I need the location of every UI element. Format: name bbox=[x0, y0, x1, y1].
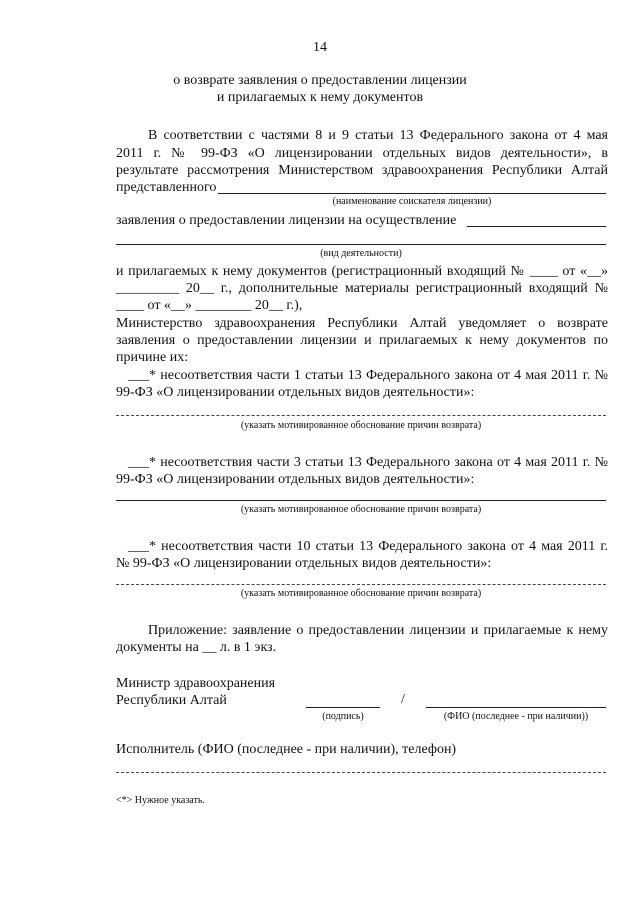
paragraph-1-line-1: В соответствии с частями 8 и 9 статьи 13 Федерального закона от 4 мая bbox=[148, 128, 608, 143]
caption-fio: (ФИО (последнее - при наличии)) bbox=[443, 711, 589, 722]
caption-reason-1: (указать мотивированное обоснование причин возврата) bbox=[240, 420, 482, 431]
reason-2-line-2: 99-ФЗ «О лицензировании отдельных видов деятельности»: bbox=[116, 472, 475, 487]
paragraph-2-line-1: заявления о предоставлении лицензии на осуществление bbox=[116, 213, 457, 228]
applicant-name-line bbox=[218, 193, 606, 194]
reason-2-line-1: ___* несоответствия части 3 статьи 13 Федерального закона от 4 мая 2011 г. № bbox=[128, 455, 608, 470]
reason-3-line bbox=[116, 584, 606, 585]
attachment-line-2: документы на __ л. в 1 экз. bbox=[116, 640, 277, 655]
title-line-2: и прилагаемых к нему документов bbox=[216, 90, 424, 105]
caption-reason-3: (указать мотивированное обоснование причин возврата) bbox=[240, 588, 482, 599]
page-number: 14 bbox=[313, 40, 327, 55]
paragraph-3-line-1: и прилагаемых к нему документов (регистрационный входящий № ____ от «__» bbox=[116, 264, 608, 279]
executor-line bbox=[116, 772, 606, 773]
signature-slash: / bbox=[401, 692, 405, 707]
paragraph-1-line-3: результате рассмотрения Министерством здравоохранения Республики Алтай bbox=[116, 163, 608, 178]
attachment-line-1: Приложение: заявление о предоставлении лицензии и прилагаемые к нему bbox=[148, 623, 608, 638]
minister-line-1: Министр здравоохранения bbox=[116, 676, 276, 691]
paragraph-3-line-3: ____ от «__» ________ 20__ г.), bbox=[116, 298, 303, 313]
paragraph-4-line-2: заявления о предоставлении лицензии и прилагаемых к нему документов по bbox=[116, 333, 608, 348]
caption-activity: (вид деятельности) bbox=[320, 248, 402, 259]
title-line-1: о возврате заявления о предоставлении лицензии bbox=[173, 73, 467, 88]
executor-label: Исполнитель (ФИО (последнее - при наличии), телефон) bbox=[116, 742, 457, 757]
caption-signature: (подпись) bbox=[322, 711, 364, 722]
caption-reason-2: (указать мотивированное обоснование причин возврата) bbox=[240, 504, 482, 515]
paragraph-4-line-1: Министерство здравоохранения Республики Алтай уведомляет о возврате bbox=[116, 316, 608, 331]
reason-2-line bbox=[116, 500, 606, 501]
footnote: <*> Нужное указать. bbox=[116, 795, 205, 806]
paragraph-4-line-3: причине их: bbox=[116, 350, 189, 365]
activity-line-2 bbox=[116, 244, 606, 245]
reason-3-line-2: № 99-ФЗ «О лицензировании отдельных видов деятельности»: bbox=[116, 556, 492, 571]
reason-1-line-1: ___* несоответствия части 1 статьи 13 Федерального закона от 4 мая 2011 г. № bbox=[128, 368, 608, 383]
minister-line-2: Республики Алтай bbox=[116, 693, 227, 708]
reason-1-line bbox=[116, 415, 606, 416]
signature-line bbox=[306, 707, 380, 708]
reason-3-line-1: ___* несоответствия части 10 статьи 13 Федерального закона от 4 мая 2011 г. bbox=[128, 539, 608, 554]
paragraph-3-line-2: _________ 20__ г., дополнительные материалы регистрационный входящий № bbox=[116, 281, 608, 296]
paragraph-1-line-2: 2011 г. № 99-ФЗ «О лицензировании отдельных видов деятельности», в bbox=[116, 146, 608, 161]
activity-line-1 bbox=[467, 226, 606, 227]
fio-line bbox=[426, 707, 606, 708]
caption-applicant: (наименование соискателя лицензии) bbox=[332, 196, 492, 207]
paragraph-1-line-4: представленного bbox=[116, 180, 217, 195]
reason-1-line-2: 99-ФЗ «О лицензировании отдельных видов деятельности»: bbox=[116, 385, 475, 400]
